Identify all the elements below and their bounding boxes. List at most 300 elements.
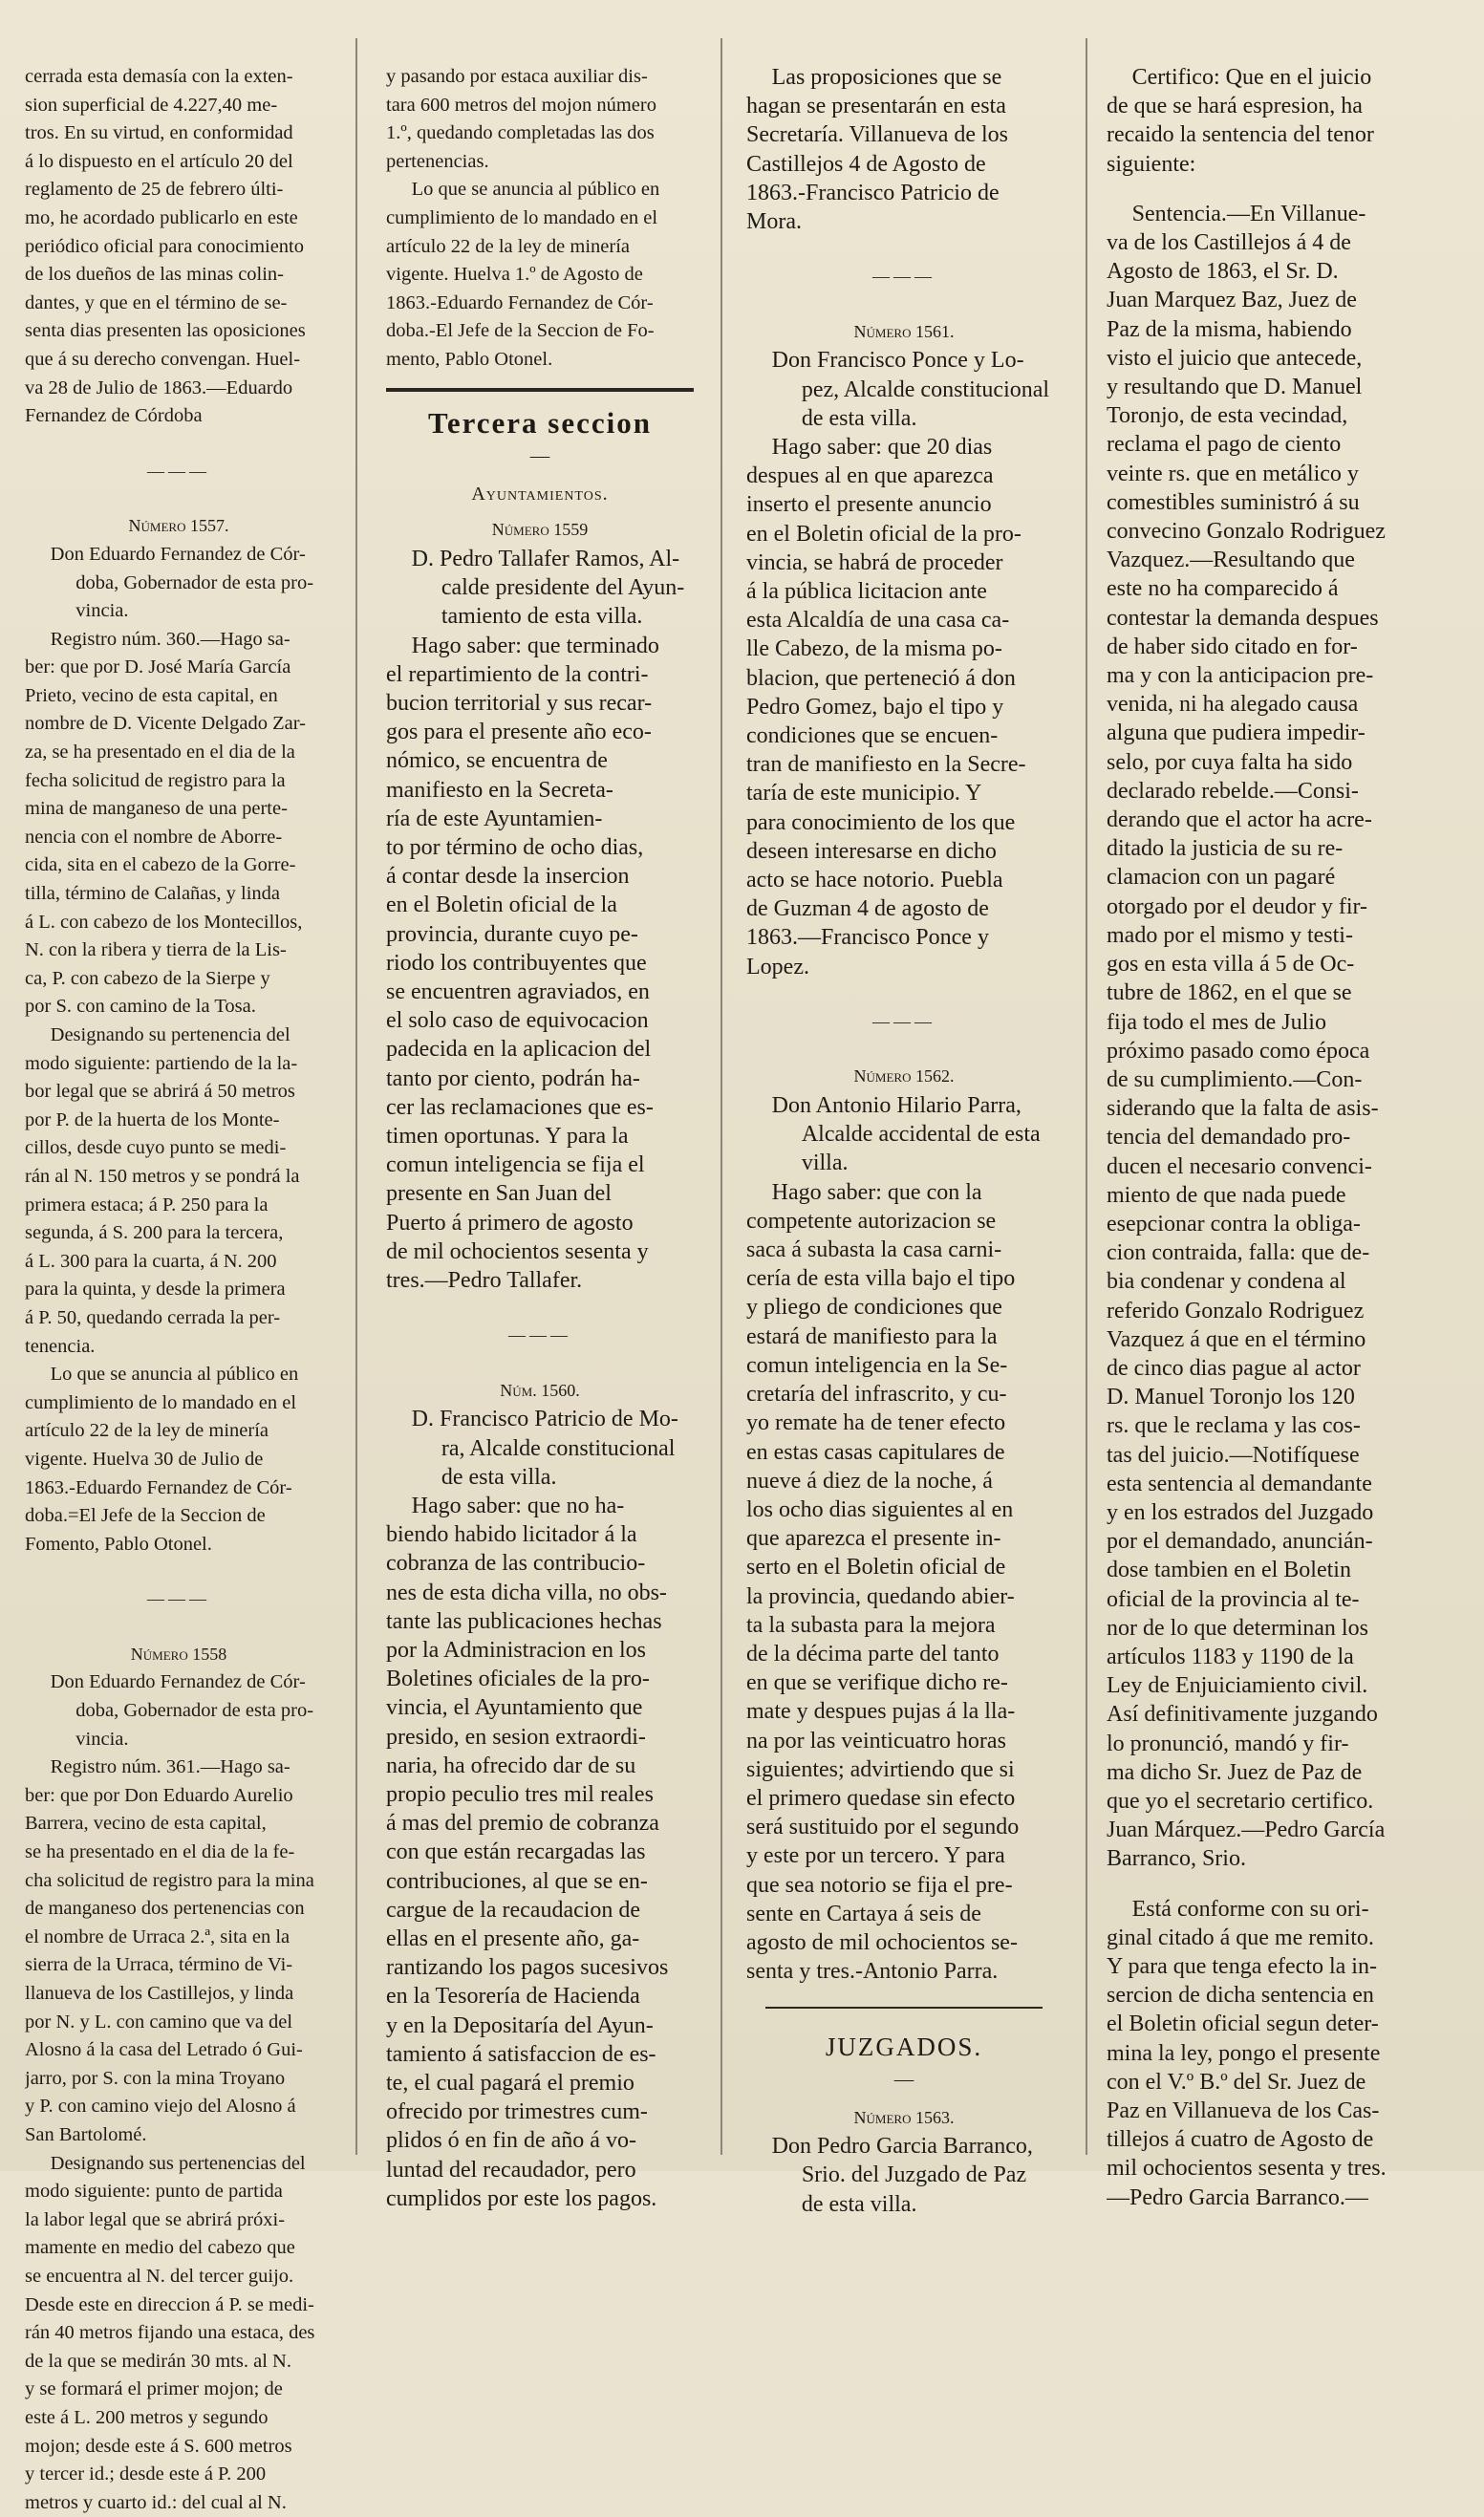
text-line: Agosto de 1863, el Sr. D. — [1107, 259, 1339, 285]
text-line: comun inteligencia se fija el — [386, 1152, 645, 1178]
text-line: cería de esta villa bajo el tipo — [746, 1266, 1016, 1292]
text-line: próximo pasado como época — [1107, 1038, 1370, 1064]
text-line: gos en esta villa á 5 de Oc- — [1107, 952, 1355, 978]
text-line: tamiento de esta villa. — [441, 604, 643, 630]
text-line: se encuentren agraviados, en — [386, 979, 650, 1004]
text-line: derando que el actor ha acre- — [1107, 807, 1372, 833]
text-line: dantes, y que en el término de se- — [25, 291, 288, 313]
text-line: Y para que tenga efecto la in- — [1107, 1954, 1377, 1979]
text-line: contribuciones, al que se en- — [386, 1868, 648, 1894]
text-line: 1863.-Eduardo Fernandez de Cór- — [25, 1476, 292, 1498]
text-line: Barrera, vecino de esta capital, — [25, 1813, 267, 1835]
text-line: Registro núm. 360.—Hago sa- — [50, 628, 290, 650]
text-line: Registro núm. 361.—Hago sa- — [50, 1756, 290, 1778]
text-line: Certifico: Que en el juicio — [1131, 65, 1372, 90]
text-line: recaido la sentencia del tenor — [1107, 122, 1374, 148]
text-line: manifiesto en la Secreta- — [386, 777, 613, 803]
text-line: de esta villa. — [801, 2191, 917, 2217]
text-line: pez, Alcalde constitucional — [801, 376, 1050, 402]
text-line: acto se hace notorio. Puebla — [746, 868, 1003, 893]
text-line: comun inteligencia en la Se- — [746, 1352, 1008, 1378]
text-line: mojon; desde este á S. 600 metros — [25, 2435, 292, 2457]
text-line: za, se ha presentado en el dia de la — [25, 742, 295, 764]
text-line: y tercer id.; desde este á P. 200 — [25, 2463, 267, 2485]
text-line: esta Alcaldía de una casa ca- — [746, 608, 1010, 634]
text-line: venida, ni ha alegado causa — [1107, 692, 1359, 718]
text-line: veinte rs. que en metálico y — [1107, 461, 1359, 486]
text-line: despues al en que aparezca — [746, 463, 994, 489]
text-line: Fomento, Pablo Otonel. — [25, 1533, 212, 1555]
notice-title — [51, 541, 333, 626]
text-line: D. Pedro Tallafer Ramos, Al- — [411, 546, 680, 571]
text-line: con el V.º B.º del Sr. Juez de — [1107, 2069, 1366, 2095]
text-line: San Bartolomé. — [25, 2123, 147, 2145]
text-line: tanto por ciento, podrán ha- — [386, 1065, 640, 1091]
text-line: bucion territorial y sus recar- — [386, 690, 653, 716]
text-line: modo siguiente: punto de partida — [25, 2181, 283, 2203]
text-line: Hago saber: que terminado — [411, 633, 659, 658]
text-line: agosto de mil ochocientos se- — [746, 1929, 1018, 1955]
text-line: cumplimiento de lo mandado en el — [386, 206, 658, 228]
text-line: Desde este en direccion á P. se medi- — [25, 2293, 314, 2315]
text-line: artículos 1183 y 1190 de la — [1107, 1644, 1354, 1669]
text-line: Lo que se anuncia al público en — [50, 1364, 299, 1386]
text-line: Lo que se anuncia al público en — [411, 179, 660, 201]
text-line: va de los Castillejos á 4 de — [1107, 230, 1351, 256]
text-line: mina la ley, pongo el presente — [1107, 2040, 1381, 2066]
text-line: por la Administracion en los — [386, 1638, 646, 1663]
text-line: y se formará el primer mojon; de — [25, 2378, 283, 2400]
notice-body — [25, 1361, 333, 1559]
section-rule — [765, 2007, 1043, 2009]
notice-number: Número 1561. — [853, 321, 955, 341]
text-line: mil ochocientos sesenta y tres. — [1107, 2156, 1387, 2182]
notice-number: Número 1562. — [853, 1066, 955, 1086]
text-line: ta la subasta para la mejora — [746, 1612, 996, 1638]
text-line: por S. con camino de la Tosa. — [25, 996, 256, 1018]
section-dash: — — [893, 2068, 914, 2090]
text-line: rán 40 metros fijando una estaca, des — [25, 2322, 315, 2344]
text-line: riodo los contribuyentes que — [386, 950, 647, 976]
separator: ——— — [147, 1589, 210, 1609]
text-line: modo siguiente: partiendo de la la- — [25, 1052, 298, 1074]
text-line: Lopez. — [746, 954, 809, 979]
text-line: tas del juicio.—Notifíquese — [1107, 1442, 1360, 1468]
text-line: para conocimiento de los que — [746, 809, 1016, 835]
text-line: este no ha comparecido á — [1107, 576, 1339, 602]
text-line: tros. En su virtud, en conformidad — [25, 122, 293, 144]
text-line: en la Tesorería de Hacienda — [386, 1984, 640, 2010]
text-line: condiciones que se encuen- — [746, 723, 999, 749]
text-line: presente en San Juan del — [386, 1181, 612, 1207]
text-line: vincia, el Ayuntamiento que — [386, 1695, 643, 1721]
text-line: rantizando los pagos sucesivos — [386, 1955, 669, 1981]
column-divider — [355, 38, 357, 2155]
text-line: de su cumplimiento.—Con- — [1107, 1066, 1363, 1092]
text-line: to por término de ocho dias, — [386, 834, 644, 860]
notice-body — [25, 1753, 333, 2149]
text-line: metros y cuarto id.: del cual al N. — [25, 2491, 287, 2513]
text-line: Boletines oficiales de la pro- — [386, 1667, 650, 1692]
text-line: tran de manifiesto en la Secre- — [746, 752, 1026, 778]
notice-number: Número 1557. — [128, 516, 229, 536]
text-line: á lo dispuesto en el artículo 20 del — [25, 150, 293, 172]
text-line: competente autorizacion se — [746, 1208, 997, 1234]
notice-body — [25, 2150, 333, 2517]
notice-body — [25, 1022, 333, 1361]
text-line: Sentencia.—En Villanue- — [1131, 201, 1366, 226]
notice-body — [746, 433, 1062, 981]
text-line: deseen interesarse en dicho — [746, 838, 997, 864]
text-line: este á L. 200 metros y segundo — [25, 2406, 269, 2428]
column-divider — [1086, 38, 1087, 2155]
text-line: se ha presentado en el dia de la fe- — [25, 1841, 295, 1863]
text-line: vigente. Huelva 30 de Julio de — [25, 1448, 264, 1470]
text-line: vigente. Huelva 1.º de Agosto de — [386, 264, 643, 286]
text-line: Está conforme con su ori- — [1131, 1896, 1369, 1922]
text-line: padecida en la aplicacion del — [386, 1037, 652, 1063]
text-line: cargue de la recaudacion de — [386, 1897, 641, 1923]
text-line: Secretaría. Villanueva de los — [746, 122, 1009, 148]
column-3 — [746, 63, 1062, 2219]
text-line: que sea notorio se fija el pre- — [746, 1872, 1013, 1898]
notice-body — [386, 632, 694, 1296]
text-line: en el Boletin oficial de la — [386, 893, 617, 918]
text-line: declarado rebelde.—Consi- — [1107, 778, 1359, 804]
text-line: ditado la justicia de su re- — [1107, 836, 1344, 862]
text-line: Castillejos 4 de Agosto de — [746, 151, 986, 177]
text-line: reglamento de 25 de febrero últi- — [25, 179, 284, 201]
text-line: en que se verifique dicho re- — [746, 1670, 1008, 1696]
text-line: —Pedro Garcia Barranco.— — [1107, 2184, 1368, 2210]
text-line: tara 600 metros del mojon número — [386, 94, 656, 116]
text-line: ellas en el presente año, ga- — [386, 1926, 640, 1952]
text-line: el primero quedase sin efecto — [746, 1785, 1016, 1811]
text-line: Pedro Gomez, bajo el tipo y — [746, 694, 1004, 720]
text-line: bor legal que se abrirá á 50 metros — [25, 1081, 295, 1103]
text-line: serto en el Boletin oficial de — [746, 1555, 1006, 1581]
text-line: Vazquez.—Resultando que — [1107, 548, 1355, 573]
text-line: mina de manganeso de una perte- — [25, 798, 288, 820]
column-2 — [386, 63, 694, 2213]
text-line: y resultando que D. Manuel — [1107, 375, 1363, 400]
text-line: bia condenar y condena al — [1107, 1269, 1346, 1295]
column-4 — [1107, 63, 1414, 2212]
text-line: N. con la ribera y tierra de la Lis- — [25, 939, 287, 961]
text-line: y en los estrados del Juzgado — [1107, 1499, 1374, 1525]
text-line: de Guzman 4 de agosto de — [746, 896, 989, 922]
notice-body — [25, 626, 333, 1022]
notice-continuation — [25, 63, 333, 431]
text-line: tillejos á cuatro de Agosto de — [1107, 2127, 1374, 2153]
text-line: lle Cabezo, de la misma po- — [746, 636, 1002, 662]
text-line: va 28 de Julio de 1863.—Eduardo — [25, 376, 293, 398]
text-line: gos para el presente año eco- — [386, 720, 652, 745]
text-line: tres.—Pedro Tallafer. — [386, 1267, 583, 1293]
text-line: á contar desde la insercion — [386, 864, 630, 890]
text-line: con que están recargadas las — [386, 1839, 646, 1865]
notice-body — [746, 1178, 1062, 1987]
notice-title — [51, 1668, 333, 1753]
text-line: Prieto, vecino de esta capital, en — [25, 684, 278, 706]
text-line: Fernandez de Córdoba — [25, 405, 203, 427]
text-line: 1863.-Francisco Patricio de — [746, 180, 1000, 205]
text-line: Ley de Enjuiciamiento civil. — [1107, 1673, 1368, 1699]
text-line: Juan Márquez.—Pedro García — [1107, 1818, 1386, 1843]
text-line: selo, por cuya falta ha sido — [1107, 749, 1353, 775]
text-line: Paz de la misma, habiendo — [1107, 316, 1352, 342]
text-line: cer las reclamaciones que es- — [386, 1094, 654, 1120]
subsection-heading: Ayuntamientos. — [471, 483, 609, 505]
text-line: Don Eduardo Fernandez de Cór- — [50, 1671, 306, 1693]
text-line: contestar la demanda despues — [1107, 605, 1379, 631]
column-divider — [720, 38, 722, 2155]
notice-continuation — [746, 63, 1062, 236]
text-line: estará de manifiesto para la — [746, 1323, 998, 1349]
text-line: na por las veinticuatro horas — [746, 1728, 1006, 1753]
text-line: tencia del demandado pro- — [1107, 1125, 1351, 1151]
text-line: cretaría del infrascrito, y cu- — [746, 1382, 1007, 1408]
notice-continuation — [386, 63, 694, 176]
text-line: de esta villa. — [441, 1464, 557, 1490]
text-line: naria, ha ofrecido dar de su — [386, 1753, 636, 1778]
notice-number: Número 1563. — [853, 2107, 955, 2127]
text-line: reclama el pago de ciento — [1107, 432, 1342, 458]
text-line: ducen el necesario convenci- — [1107, 1153, 1372, 1179]
text-line: que yo el secretario certifico. — [1107, 1788, 1374, 1814]
notice-title — [412, 1405, 694, 1492]
text-line: 1863.-Eduardo Fernandez de Cór- — [386, 291, 654, 313]
text-line: villa. — [801, 1151, 849, 1176]
text-line: en estas casas capitulares de — [746, 1439, 1005, 1465]
text-line: de la que se medirán 30 mts. al N. — [25, 2350, 291, 2372]
separator: ——— — [508, 1325, 571, 1345]
text-line: de mil ochocientos sesenta y — [386, 1238, 649, 1264]
text-line: siguientes; advirtiendo que si — [746, 1756, 1015, 1782]
text-line: Alosno á la casa del Letrado ó Gui- — [25, 2039, 303, 2061]
section-title: Tercera seccion — [427, 405, 652, 440]
text-line: cion contraida, falla: que de- — [1107, 1240, 1370, 1266]
notice-title — [772, 346, 1062, 433]
text-line: el repartimiento de la contri- — [386, 661, 649, 687]
text-line: fija todo el mes de Julio — [1107, 1009, 1326, 1035]
text-line: cida, sita en el cabezo de la Gorre- — [25, 854, 296, 876]
text-line: de que se hará espresion, ha — [1107, 94, 1363, 119]
text-line: mate y despues pujas á la lla- — [746, 1699, 1016, 1725]
notice-title — [412, 545, 694, 632]
text-line: Designando sus pertenencias del — [50, 2152, 306, 2174]
text-line: blacion, que perteneció á don — [746, 665, 1016, 691]
text-line: propio peculio tres mil reales — [386, 1782, 654, 1808]
notice-title — [772, 2132, 1062, 2219]
text-line: nencia con el nombre de Aborre- — [25, 826, 283, 848]
notice-number: Número 1558 — [130, 1644, 227, 1664]
text-line: senta y tres.-Antonio Parra. — [746, 1959, 999, 1985]
text-line: sercion de dicha sentencia en — [1107, 1983, 1374, 2009]
separator: ——— — [147, 461, 210, 481]
text-line: fecha solicitud de registro para la — [25, 769, 286, 791]
certification-closing — [1107, 1895, 1414, 2212]
text-line: nueve á diez de la noche, á — [746, 1468, 993, 1494]
text-line: cerrada esta demasía con la exten- — [25, 66, 293, 87]
text-line: ría de este Ayuntamien- — [386, 806, 603, 831]
text-line: siderando que la falta de asis- — [1107, 1096, 1379, 1122]
text-line: llanueva de los Castillejos, y linda — [25, 1983, 294, 2004]
text-line: 1.º, quedando completadas las dos — [386, 122, 655, 144]
text-line: Las proposiciones que se — [771, 65, 1002, 90]
text-line: yo remate ha de tener efecto — [746, 1410, 1006, 1436]
text-line: pertenencias. — [386, 150, 489, 172]
text-line: en el Boletin oficial de la pro- — [746, 521, 1022, 547]
text-line: artículo 22 de la ley de minería — [25, 1420, 269, 1442]
separator: ——— — [872, 1011, 936, 1031]
text-line: Barranco, Srio. — [1107, 1846, 1246, 1872]
text-line: vincia. — [75, 1728, 129, 1750]
text-line: nor de lo que determinan los — [1107, 1615, 1368, 1641]
text-line: jarro, por S. con la mina Troyano — [25, 2067, 286, 2089]
text-line: el nombre de Urraca 2.ª, sita en la — [25, 1925, 290, 1947]
text-line: mamente en medio del cabezo que — [25, 2237, 295, 2259]
text-line: sion superficial de 4.227,40 me- — [25, 94, 278, 116]
text-line: hagan se presentarán en esta — [746, 94, 1006, 119]
text-line: ma dicho Sr. Juez de Paz de — [1107, 1759, 1363, 1785]
text-line: mento, Pablo Otonel. — [386, 348, 553, 370]
text-line: esepcionar contra la obliga- — [1107, 1211, 1361, 1237]
text-line: vincia. — [75, 600, 129, 622]
column-1 — [25, 63, 333, 2517]
text-line: de manganeso dos pertenencias con — [25, 1898, 305, 1920]
text-line: calde presidente del Ayun- — [441, 575, 685, 601]
text-line: de esta villa. — [801, 405, 917, 431]
text-line: segunda, á S. 200 para la tercera, — [25, 1222, 284, 1244]
text-line: alguna que pudiera impedir- — [1107, 721, 1366, 746]
text-line: de cinco dias pague al actor — [1107, 1355, 1361, 1381]
text-line: cillos, desde cuyo punto se medi- — [25, 1137, 287, 1159]
text-line: vincia, se habrá de proceder — [746, 549, 1003, 575]
text-line: artículo 22 de la ley de minería — [386, 235, 631, 257]
text-line: á L. 300 para la cuarta, á N. 200 — [25, 1250, 277, 1272]
section-dash: — — [529, 445, 550, 467]
notice-number: Núm. 1560. — [500, 1380, 580, 1400]
text-line: senta dias presenten las oposiciones — [25, 320, 306, 342]
text-line: provincia, durante cuyo pe- — [386, 921, 638, 947]
text-line: Don Eduardo Fernandez de Cór- — [50, 543, 306, 565]
text-line: Así definitivamente juzgando — [1107, 1702, 1378, 1728]
text-line: será sustituido por el segundo — [746, 1815, 1020, 1840]
text-line: Puerto á primero de agosto — [386, 1210, 634, 1236]
text-line: cobranza de las contribucio- — [386, 1551, 646, 1577]
text-line: el solo caso de equivocacion — [386, 1008, 649, 1034]
text-line: tamiento á satisfaccion de es- — [386, 2041, 656, 2067]
text-line: nombre de D. Vicente Delgado Zar- — [25, 713, 306, 735]
text-line: por N. y L. con camino que va del — [25, 2011, 293, 2033]
text-line: Alcalde accidental de esta — [801, 1122, 1041, 1148]
text-line: clamacion con un pagaré — [1107, 865, 1336, 891]
text-line: ginal citado á que me remito. — [1107, 1925, 1374, 1950]
text-line: mo, he acordado publicarlo en este — [25, 206, 298, 228]
text-line: D. Francisco Patricio de Mo- — [411, 1407, 678, 1432]
text-line: convecino Gonzalo Rodriguez — [1107, 519, 1386, 545]
notice-closing — [386, 176, 694, 374]
text-line: la labor legal que se abrirá próxi- — [25, 2208, 286, 2230]
text-line: comestibles suministró á su — [1107, 489, 1360, 515]
notice-number: Número 1559 — [491, 520, 589, 540]
text-line: ma y con la anticipacion pre- — [1107, 663, 1374, 689]
text-line: para la quinta, y desde la primera — [25, 1279, 286, 1301]
section-rule — [386, 388, 694, 392]
text-line: cumplidos por este los pagos. — [386, 2185, 657, 2211]
text-line: Toronjo, de esta vecindad, — [1107, 403, 1348, 429]
certification-intro — [1107, 63, 1414, 179]
text-line: la provincia, quedando abier- — [746, 1583, 1015, 1609]
text-line: doba, Gobernador de esta pro- — [75, 571, 314, 593]
text-line: los ocho dias siguientes al en — [746, 1496, 1014, 1522]
text-line: á P. 50, quedando cerrada la per- — [25, 1306, 281, 1328]
notice-body — [386, 1492, 694, 2213]
text-line: te, el cual pagará el premio — [386, 2071, 634, 2097]
text-line: esta sentencia al demandante — [1107, 1471, 1372, 1496]
text-line: tilla, término de Calañas, y linda — [25, 883, 281, 905]
text-line: saca á subasta la casa carni- — [746, 1237, 1002, 1263]
text-line: á la pública licitacion ante — [746, 579, 987, 605]
text-line: primera estaca; á P. 250 para la — [25, 1194, 269, 1215]
text-line: siguiente: — [1107, 151, 1196, 177]
text-line: inserto el presente anuncio — [746, 492, 992, 518]
text-line: tubre de 1862, en el que se — [1107, 980, 1352, 1006]
text-line: ra, Alcalde constitucional — [441, 1435, 676, 1461]
text-line: plidos ó en fin de año á vo- — [386, 2128, 636, 2154]
text-line: nómico, se encuentra de — [386, 748, 608, 774]
text-line: mado por el mismo y testi- — [1107, 922, 1353, 948]
text-line: 1863.—Francisco Ponce y — [746, 925, 989, 951]
separator: ——— — [872, 267, 936, 287]
text-line: se encuentra al N. del tercer guijo. — [25, 2265, 294, 2287]
notice-title — [772, 1091, 1062, 1178]
text-line: rán al N. 150 metros y se pondrá la — [25, 1165, 300, 1187]
text-line: visto el juicio que antecede, — [1107, 345, 1363, 371]
text-line: lo pronunció, mandó y fir- — [1107, 1731, 1349, 1756]
text-line: tenencia. — [25, 1335, 96, 1357]
text-line: á mas del premio de cobranza — [386, 1811, 659, 1837]
text-line: de haber sido citado en for- — [1107, 634, 1358, 659]
subsection-heading: JUZGADOS. — [825, 2033, 983, 2062]
text-line: que á su derecho convengan. Huel- — [25, 348, 301, 370]
text-line: y en la Depositaría del Ayun- — [386, 2012, 654, 2038]
text-line: tante las publicaciones hechas — [386, 1608, 662, 1634]
text-line: referido Gonzalo Rodriguez — [1107, 1298, 1365, 1323]
text-line: timen oportunas. Y para la — [386, 1123, 629, 1149]
text-line: rs. que le reclama y las cos- — [1107, 1413, 1361, 1439]
text-line: ca, P. con cabezo de la Sierpe y — [25, 967, 270, 989]
text-line: oficial de la provincia al te- — [1107, 1586, 1360, 1612]
text-line: Hago saber: que 20 dias — [771, 435, 993, 461]
sentence-body — [1107, 200, 1414, 1874]
text-line: de la décima parte del tanto — [746, 1641, 1000, 1667]
text-line: biendo habido licitador á la — [386, 1522, 637, 1548]
text-line: de los dueños de las minas colin- — [25, 264, 285, 286]
text-line: Vazquez á que en el término — [1107, 1326, 1366, 1352]
text-line: cha solicitud de registro para la mina — [25, 1869, 314, 1891]
text-line: á L. con cabezo de los Montecillos, — [25, 911, 303, 933]
text-line: y pliego de condiciones que — [746, 1295, 1002, 1321]
text-line: presido, en sesion extraordi- — [386, 1724, 646, 1750]
text-line: Juan Marquez Baz, Juez de — [1107, 288, 1357, 313]
text-line: doba, Gobernador de esta pro- — [75, 1700, 314, 1722]
text-line: que aparezca el presente in- — [746, 1526, 1001, 1552]
text-line: doba.=El Jefe de la Seccion de — [25, 1505, 266, 1527]
text-line: miento de que nada puede — [1107, 1182, 1346, 1208]
text-line: otorgado por el deudor y fir- — [1107, 893, 1367, 919]
